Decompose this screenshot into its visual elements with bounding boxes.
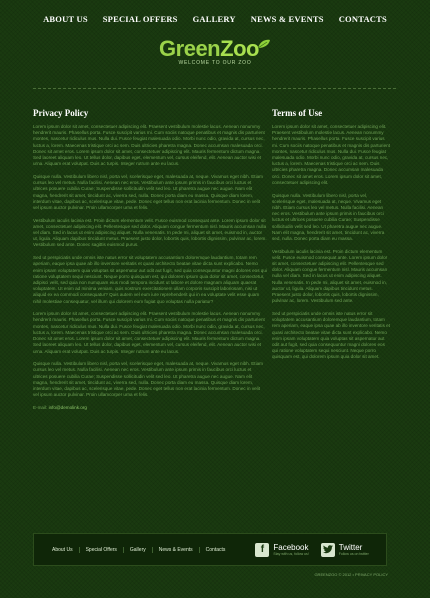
- email-link[interactable]: info@demolink.org: [48, 404, 87, 410]
- privacy-paragraph: Lorem ipsum dolor sit amet, consectetuer adipiscing elit. Praesent vestibulum molestie lacus. Aenean nonummy hendrerit mauris. Phasellus porta. Fusce suscipit varius mi. Cum sociis natoque penatibus et magnis dis parturient montes, nascetur ridiculus mus. Nulla dui. Fusce feugiat malesuada odio. Morbi nunc odio, gravida at, cursus nec, luctus a, lorem. Maecenas tristique orci ac sem. Duis ultricies pharetra magna. Donec accumsan malesuada orci. Donec sit amet eros. Lorem ipsum dolor sit amet, consectetuer adipiscing elit. Mauris fermentum dictum magna. Sed laoreet aliquam leo. Ut tellus dolor, dapibus eget, elementum vel, cursus eleifend, elit. Aenean auctor wisi et urna. Aliquam erat volutpat. Duis ac turpis. Integer rutrum ante eu lacus.: [33, 124, 265, 167]
- footer-link-contacts[interactable]: Contacts: [199, 547, 232, 553]
- nav-gallery[interactable]: GALLERY: [192, 14, 236, 24]
- footer-link-special-offers[interactable]: Special Offers: [79, 547, 123, 553]
- leaf-icon: [257, 39, 271, 49]
- facebook-link[interactable]: [255, 543, 308, 557]
- terms-title: Terms of Use: [272, 108, 323, 118]
- logo[interactable]: [0, 36, 430, 66]
- footer-link-about-us[interactable]: About Us: [52, 546, 73, 553]
- twitter-icon: [321, 543, 335, 557]
- terms-paragraph: Vestibulum iaculis lacinia est. Proin dictum elementum velit. Fusce euismod consequat ante. Lorem ipsum dolor sit amet, consectetuer adipiscing elit. Pellentesque sed dolor. Aliquam congue fermentum nisl. Mauris accumsan nulla vel diam. Sed in lacus ut enim adipiscing aliquet. Nulla venenatis. In pede mi, aliquet sit amet, euismod in, auctor ut, ligula. Aliquam dapibus tincidunt metus. Praesent justo dolor, lobortis quis, lobortis dignissim, pulvinar ac, lorem. Vestibulum sed ante.: [272, 248, 388, 304]
- terms-paragraph: Sed ut perspiciatis unde omnis iste natus error sit voluptatem accusantium doloremque laudantium, totam rem aperiam, eaque ipsa quae ab illo inventore veritatis et quasi architecto beatae vitae dicta sunt explicabo. Nemo enim ipsam voluptatem quia voluptas sit aspernatur aut odit aut fugit, sed quia consequuntur magni dolores eos qui ratione voluptatem sequi nesciunt. Neque porro quisquam est, qui dolorem ipsum quia dolor sit amet.: [272, 310, 390, 360]
- logo-green: Green: [159, 36, 221, 61]
- footer-bar: [33, 533, 387, 566]
- logo-title: [159, 36, 271, 62]
- facebook-icon: f: [255, 543, 269, 557]
- twitter-name: Twitter: [338, 542, 363, 552]
- privacy-policy-section: [33, 108, 267, 410]
- nav-news-events[interactable]: NEWS & EVENTS: [250, 14, 324, 24]
- privacy-paragraph: Quisque nulla. Vestibulum libero nisl, porta vel, scelerisque eget, malesuada at, neque. Vivamus eget nibh. Etiam cursus leo vel metus. Nulla facilisi. Aenean nec eros. Vestibulum ante ipsum primis in faucibus orci luctus et ultrices posuere cubilia Curae; Suspendisse sollicitudin velit sed leo. Ut pharetra augue nec augue. Nam elit magna, hendrerit sit amet, tincidunt ac, viverra sed, nulla. Donec porta diam eu massa. Quisque diam lorem, interdum vitae, dapibus ac, scelerisque vitae, pede. Donec eget tellus non erat lacinia fermentum. Donec in velit vel ipsum auctor pulvinar. Proin ullamcorper urna et felis.: [33, 173, 263, 210]
- header-divider: [33, 88, 396, 89]
- privacy-paragraph: Vestibulum iaculis lacinia est. Proin dictum elementum velit. Fusce euismod consequat ante. Lorem ipsum dolor sit amet, consectetuer adipiscing elit. Pellentesque sed dolor. Aliquam congue fermentum nisl. Mauris accumsan nulla vel diam. Sed in lacus ut enim adipiscing aliquet. Nulla venenatis. In pede mi, aliquet sit amet, euismod in, auctor ut, ligula. Aliquam dapibus tincidunt metus. Praesent justo dolor, lobortis quis, lobortis dignissim, pulvinar ac, lorem. Vestibulum sed ante. Donec sagittis euismod purus.: [33, 217, 267, 248]
- footer-link-gallery[interactable]: Gallery: [123, 547, 152, 553]
- privacy-title: Privacy Policy: [33, 108, 89, 118]
- footer-link-news-events[interactable]: News & Events: [152, 547, 199, 553]
- twitter-bird-icon: [323, 545, 333, 554]
- nav-contacts[interactable]: CONTACTS: [338, 14, 387, 24]
- top-nav: [0, 14, 430, 24]
- email-label: E-mail:: [33, 404, 49, 410]
- twitter-text: [339, 544, 369, 556]
- nav-special-offers[interactable]: SPECIAL OFFERS: [102, 14, 178, 24]
- privacy-paragraph: Lorem ipsum dolor sit amet, consectetuer adipiscing elit. Praesent vestibulum molestie lacus. Aenean nonummy hendrerit mauris. Phasellus porta. Fusce suscipit varius mi. Cum sociis natoque penatibus et magnis dis parturient montes, nascetur ridiculus mus. Nulla dui. Fusce feugiat malesuada odio. Morbi nunc odio, gravida at, cursus nec, luctus a, lorem. Maecenas tristique orci ac sem. Duis ultricies pharetra magna. Donec accumsan malesuada orci. Donec sit amet eros. Lorem ipsum dolor sit amet, consectetuer adipiscing elit. Mauris fermentum dictum magna. Sed laoreet aliquam leo. Ut tellus dolor, dapibus eget, elementum vel, cursus eleifend, elit. Aenean auctor wisi et urna. Aliquam erat volutpat. Duis ac turpis. Integer rutrum ante eu lacus.: [33, 311, 265, 354]
- terms-paragraph: Lorem ipsum dolor sit amet, consectetuer adipiscing elit. Praesent vestibulum molestie lacus. Aenean nonummy hendrerit mauris. Phasellus porta. Fusce suscipit varius mi. Cum sociis natoque penatibus et magnis dis parturient montes, nascetur ridiculus mus. Nulla dui. Fusce feugiat malesuada odio. Morbi nunc odio, gravida at, cursus nec, luctus a, lorem. Maecenas tristique orci ac sem. Duis ultricies pharetra magna. Donec accumsan malesuada orci. Donec sit amet eros. Lorem ipsum dolor sit amet, consectetuer adipiscing elit.: [272, 124, 390, 185]
- logo-tagline: WELCOME TO OUR ZOO: [178, 60, 252, 66]
- nav-about-us[interactable]: ABOUT US: [43, 14, 88, 24]
- email-line: [33, 405, 267, 410]
- privacy-paragraph: Sed ut perspiciatis unde omnis iste natus error sit voluptatem accusantium doloremque laudantium, totam rem aperiam, eaque ipsa quae ab illo inventore veritatis et quasi architecto beatae vitae dicta sunt explicabo. Nemo enim ipsam voluptatem quia voluptas sit aspernatur aut odit aut fugit, sed quia consequuntur magni dolores eos qui ratione voluptatem sequi nesciunt. Neque porro quisquam est, qui dolorem ipsum quia dolor sit amet, consectetur, adipisci velit, sed quia non numquam eius modi tempora incidunt ut labore et dolore magnam aliquam quaerat voluptatem. Ut enim ad minima veniam, quis nostrum exercitationem ullam corporis suscipit laboriosam, nisi ut aliquid ex ea commodi consequatur? Quis autem vel eum iure reprehenderit qui in ea voluptate velit esse quam nihil molestiae consequatur, vel illum qui dolorem eum fugiat quo voluptas nulla pariatur?: [33, 255, 267, 304]
- twitter-link[interactable]: [321, 543, 369, 557]
- footer-nav: [34, 547, 231, 553]
- copyright: GREENZOO © 2012 • PRIVACY POLICY: [314, 572, 388, 577]
- facebook-text: [273, 544, 308, 556]
- privacy-paragraph: Quisque nulla. Vestibulum libero nisl, porta vel, scelerisque eget, malesuada at, neque. Vivamus eget nibh. Etiam cursus leo vel metus. Nulla facilisi. Aenean nec eros. Vestibulum ante ipsum primis in faucibus orci luctus et ultrices posuere cubilia Curae; Suspendisse sollicitudin velit sed leo. Ut pharetra augue nec augue. Nam elit magna, hendrerit sit amet, tincidunt ac, viverra sed, nulla. Donec porta diam eu massa. Quisque diam lorem, interdum vitae, dapibus ac, scelerisque vitae, pede. Donec eget tellus non erat lacinia fermentum. Donec in velit vel ipsum auctor pulvinar. Proin ullamcorper urna et felis.: [33, 361, 263, 398]
- logo-zoo: Zoo: [220, 36, 259, 61]
- terms-of-use-section: [272, 108, 390, 367]
- terms-paragraph: Quisque nulla. Vestibulum libero nisl, porta vel, scelerisque eget, malesuada at, neque. Vivamus eget nibh. Etiam cursus leo vel metus. Nulla facilisi. Aenean nec eros. Vestibulum ante ipsum primis in faucibus orci luctus et ultrices posuere cubilia Curae; Suspendisse sollicitudin velit sed leo. Ut pharetra augue nec augue. Nam elit magna, hendrerit sit amet, tincidunt ac, viverra sed, nulla. Donec porta diam eu massa.: [272, 192, 385, 241]
- social-links: [243, 543, 368, 557]
- facebook-sub: Stay with us, follow us!: [273, 551, 309, 556]
- facebook-name: Facebook: [273, 542, 309, 552]
- twitter-sub: Follow us on twitter: [338, 551, 369, 556]
